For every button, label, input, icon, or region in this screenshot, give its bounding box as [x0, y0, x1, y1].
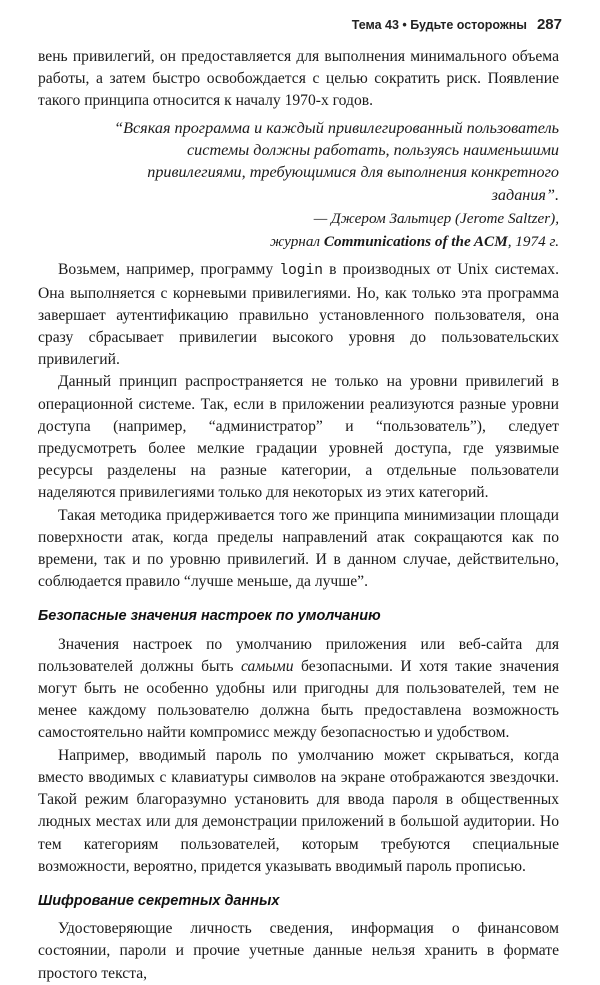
epigraph-year: , 1974 г.: [507, 232, 559, 250]
code-login: login: [279, 263, 323, 280]
running-header: [352, 16, 562, 33]
epigraph-author: — Джером Зальтцер (Jerome Saltzer),: [313, 210, 559, 228]
emphasis-samymi: самыми: [240, 657, 294, 675]
section-heading-encryption: Шифрование секретных данных: [38, 892, 280, 909]
paragraph-continuation: вень привилегий, он предоставляется для выполнения минимального объема работы, а затем быстро освобождается с целью сократить риск. Появление такого принципа относится к началу 1970-х годов.: [38, 48, 559, 110]
paragraph-login: [38, 259, 559, 371]
epigraph-journal-prefix: журнал: [270, 232, 324, 250]
paragraph-attack-surface: Такая методика придерживается того же принципа минимизации площади поверхности атак, когда пределы направлений атак сокращаются как по времени, так и по уровню привилегий. И в данном случае, действительно, соблюдается правило “лучше меньше, да лучше”.: [38, 506, 559, 591]
paragraph-encryption: Удостоверяющие личность сведения, информация о финансовом состоянии, пароли и прочие учетные данные нельзя хранить в формате простого текста,: [38, 920, 559, 982]
epigraph-journal: Communications of the ACM: [323, 232, 508, 250]
body-text: [38, 46, 559, 985]
paragraph-secure-defaults-end: безопасными. И хотя такие значения могут быть не особенно удобны или пригодны для пользователей, тем не менее каждому пользователю должна быть предоставлена возможность самостоятельно найти компромисс между безопасностью и удобством.: [38, 657, 559, 742]
running-header-topic: Тема 43 • Будьте осторожны: [351, 18, 527, 32]
paragraph-privilege-levels: Данный принцип распространяется не только на уровни привилегий в операционной системе. Так, если в приложении реализуются разные уровни доступа (например, “администратор” и “пользователь”), следует предусмотреть более мелкие градации уровней доступа, где уязвимые ресурсы разделены на разные категории, а отдельные пользователи наделяются привилегиями только для некоторых из этих категорий.: [38, 373, 559, 502]
epigraph-quote: “Всякая программа и каждый привилегированный пользователь системы должны работать, пользуясь наименьшими привилегиями, требующимися для выполнения конкретного задания”.: [114, 118, 559, 204]
paragraph-login-end: в производных от Unix системах. Она выполняется с корневыми привилегиями. Но, как только эта программа завершает аутентификацию правильно установленного пользователя, она сразу сбрасывает привилегии высокого уровня до пользовательских привилегий.: [38, 261, 559, 369]
paragraph-secure-defaults-start: Значения настроек по умолчанию приложения или веб-сайта для пользователей должны быть: [38, 635, 559, 675]
section-heading-secure-defaults: Безопасные значения настроек по умолчанию: [38, 608, 381, 625]
paragraph-password-masking: Например, вводимый пароль по умолчанию может скрываться, когда вместо вводимых с клавиатуры символов на экране отображаются звездочки. Такой режим благоразумно установить для ввода пароля в общественных людных местах или для демонстрации приложений в большой аудитории. Но тем категориям пользователей, которым требуются специальные возможности, вероятно, придется указывать вводимый пароль прописью.: [38, 746, 559, 875]
paragraph-secure-defaults: [38, 634, 559, 745]
paragraph-login-start: Возьмем, например, программу: [58, 261, 280, 279]
epigraph-attribution: [38, 208, 559, 253]
page-number: 287: [536, 16, 562, 33]
